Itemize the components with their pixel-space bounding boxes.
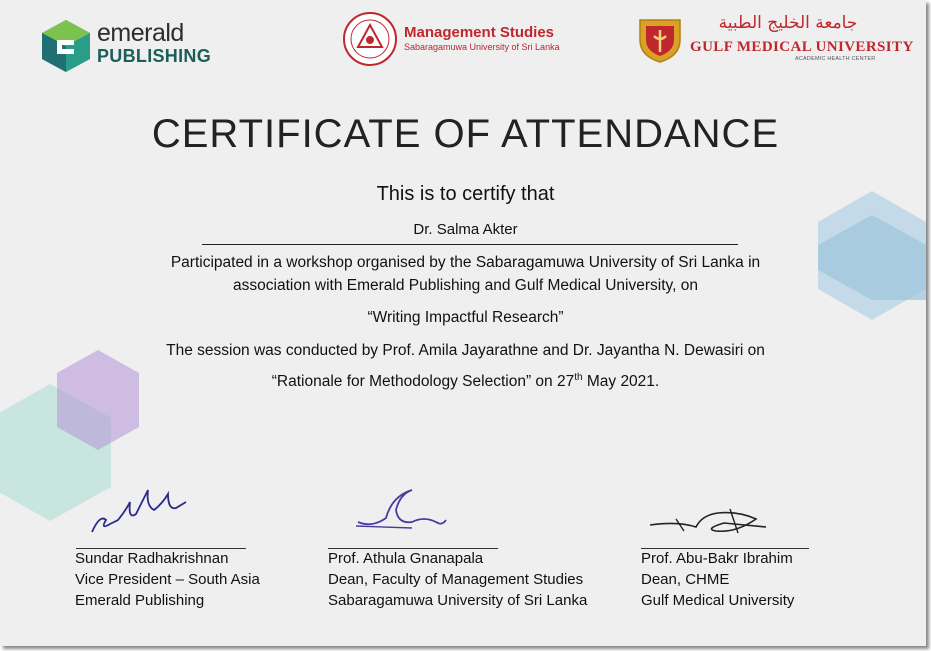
recipient-name: Dr. Salma Akter [413, 221, 518, 238]
emerald-logo-word: emerald [97, 19, 184, 47]
emerald-logo-publishing: PUBLISHING [97, 46, 212, 66]
management-studies-subtitle: Sabaragamuwa University of Sri Lanka [404, 42, 560, 52]
signatory-name: Prof. Abu-Bakr Ibrahim [641, 550, 793, 567]
body-line-2: association with Emerald Publishing and Gulf Medical University, on [233, 277, 698, 294]
emerald-logo-icon [40, 18, 92, 74]
signatory-org: Emerald Publishing [75, 592, 205, 609]
gmu-arabic-name: جامعة الخليج الطبية [718, 13, 858, 33]
university-seal-icon [342, 11, 398, 67]
signature-2 [352, 484, 452, 534]
date-superscript: th [574, 372, 583, 383]
signatory-3 [641, 548, 794, 611]
workshop-topic: “Writing Impactful Research” [367, 309, 564, 326]
signatory-title: Vice President – South Asia [75, 571, 260, 588]
signatory-name: Prof. Athula Gnanapala [328, 550, 484, 567]
emerald-logo [40, 18, 92, 79]
signatory-2 [328, 548, 587, 611]
gmu-crest-icon [636, 16, 684, 64]
gmu-tagline: ACADEMIC HEALTH CENTER [795, 56, 876, 62]
signatory-name: Sundar Radhakrishnan [75, 550, 229, 567]
signatory-title: Dean, CHME [641, 571, 730, 588]
session-topic-line [0, 372, 926, 391]
signatory-title: Dean, Faculty of Management Studies [328, 571, 584, 588]
recipient-underline [202, 244, 738, 245]
certificate-title: CERTIFICATE OF ATTENDANCE [151, 112, 780, 156]
signatory-org: Gulf Medical University [641, 592, 795, 609]
certify-line: This is to certify that [376, 183, 555, 205]
signature-1 [86, 480, 206, 540]
session-date: May 2021. [582, 373, 660, 391]
signature-3 [648, 505, 778, 540]
management-studies-title: Management Studies [404, 24, 555, 41]
session-line: The session was conducted by Prof. Amila Jayarathne and Dr. Jayantha N. Dewasiri on [166, 342, 765, 359]
session-topic: “Rationale for Methodology Selection” on 27 [271, 373, 575, 391]
signatory-org: Sabaragamuwa University of Sri Lanka [328, 592, 588, 609]
body-line-1: Participated in a workshop organised by the Sabaragamuwa University of Sri Lanka in [170, 254, 761, 271]
signatory-1 [75, 548, 260, 611]
gmu-name: GULF MEDICAL UNIVERSITY [690, 39, 914, 55]
